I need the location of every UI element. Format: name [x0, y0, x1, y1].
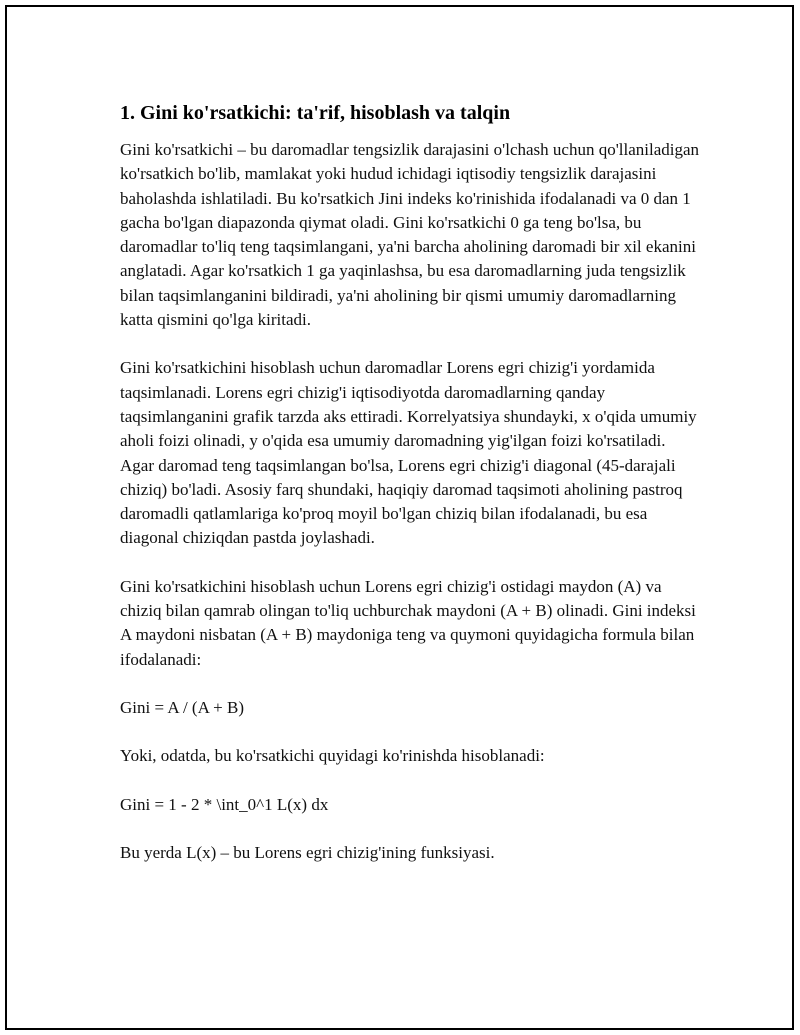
document-body [120, 100, 700, 889]
paragraph-calculation: Gini ko'rsatkichini hisoblash uchun Lorens egri chizig'i ostidagi maydon (A) va chiziq bilan qamrab olingan to'liq uchburchak maydoni (A + B) olinadi. Gini indeksi A maydoni nisbatan (A + B) maydoniga teng va quymoni quyidagicha formula bilan ifodalanadi: [120, 576, 696, 669]
page-frame [5, 5, 794, 1030]
section-heading: 1. Gini ko'rsatkichi: ta'rif, hisoblash va talqin [120, 102, 511, 124]
formula-area-ratio: Gini = A / (A + B) [120, 697, 245, 717]
paragraph-definition: Gini ko'rsatkichi – bu daromadlar tengsizlik darajasini o'lchash uchun qo'llaniladigan ko'rsatkich bo'lib, mamlakat yoki hudud ichidagi iqtisodiy tengsizlik darajasini baholashda ishlatiladi. Bu ko'rsatkich Jini indeks ko'rinishida ifodalanadi va 0 dan 1 gacha bo'lgan diapazonda qiymat oladi. Gini ko'rsatkichi 0 ga teng bo'lsa, bu daromadlar to'liq teng taqsimlangani, ya'ni barcha aholining daromadi bir xil ekanini anglatadi. Agar ko'rsatkich 1 ga yaqinlashsa, bu esa daromadlarning juda tengsizlik bilan taqsimlanganini bildiradi, ya'ni aholining bir qismi umumiy daromadlarning katta qismini qo'lga kiritadi. [120, 140, 700, 330]
paragraph-lorenz-curve: Gini ko'rsatkichini hisoblash uchun daromadlar Lorens egri chizig'i yordamida taqsimlanadi. Lorens egri chizig'i iqtisodiyotda daromadlarning qanday taqsimlanganini grafik tarzda aks ettiradi. Korrelyatsiya shundayki, x o'qida umumiy aholi foizi olinadi, y o'qida esa umumiy daromadning yig'ilgan foizi ko'rsatiladi. Agar daromad teng taqsimlangan bo'lsa, Lorens egri chizig'i diagonal (45-darajali chiziq) bo'ladi. Asosiy farq shundaki, haqiqiy daromad taqsimoti aholining pastroq daromadli qatlamlariga ko'proq moyil bo'lgan chiziq bilan ifodalanadi, bu esa diagonal chiziqdan pastda joylashadi. [120, 358, 697, 548]
paragraph-alternative: Yoki, odatda, bu ko'rsatkichi quyidagi ko'rinishda hisoblanadi: [120, 746, 545, 766]
paragraph-closing: Bu yerda L(x) – bu Lorens egri chizig'ining funksiyasi. [120, 842, 495, 862]
formula-integral: Gini = 1 - 2 * \int_0^1 L(x) dx [120, 794, 329, 814]
